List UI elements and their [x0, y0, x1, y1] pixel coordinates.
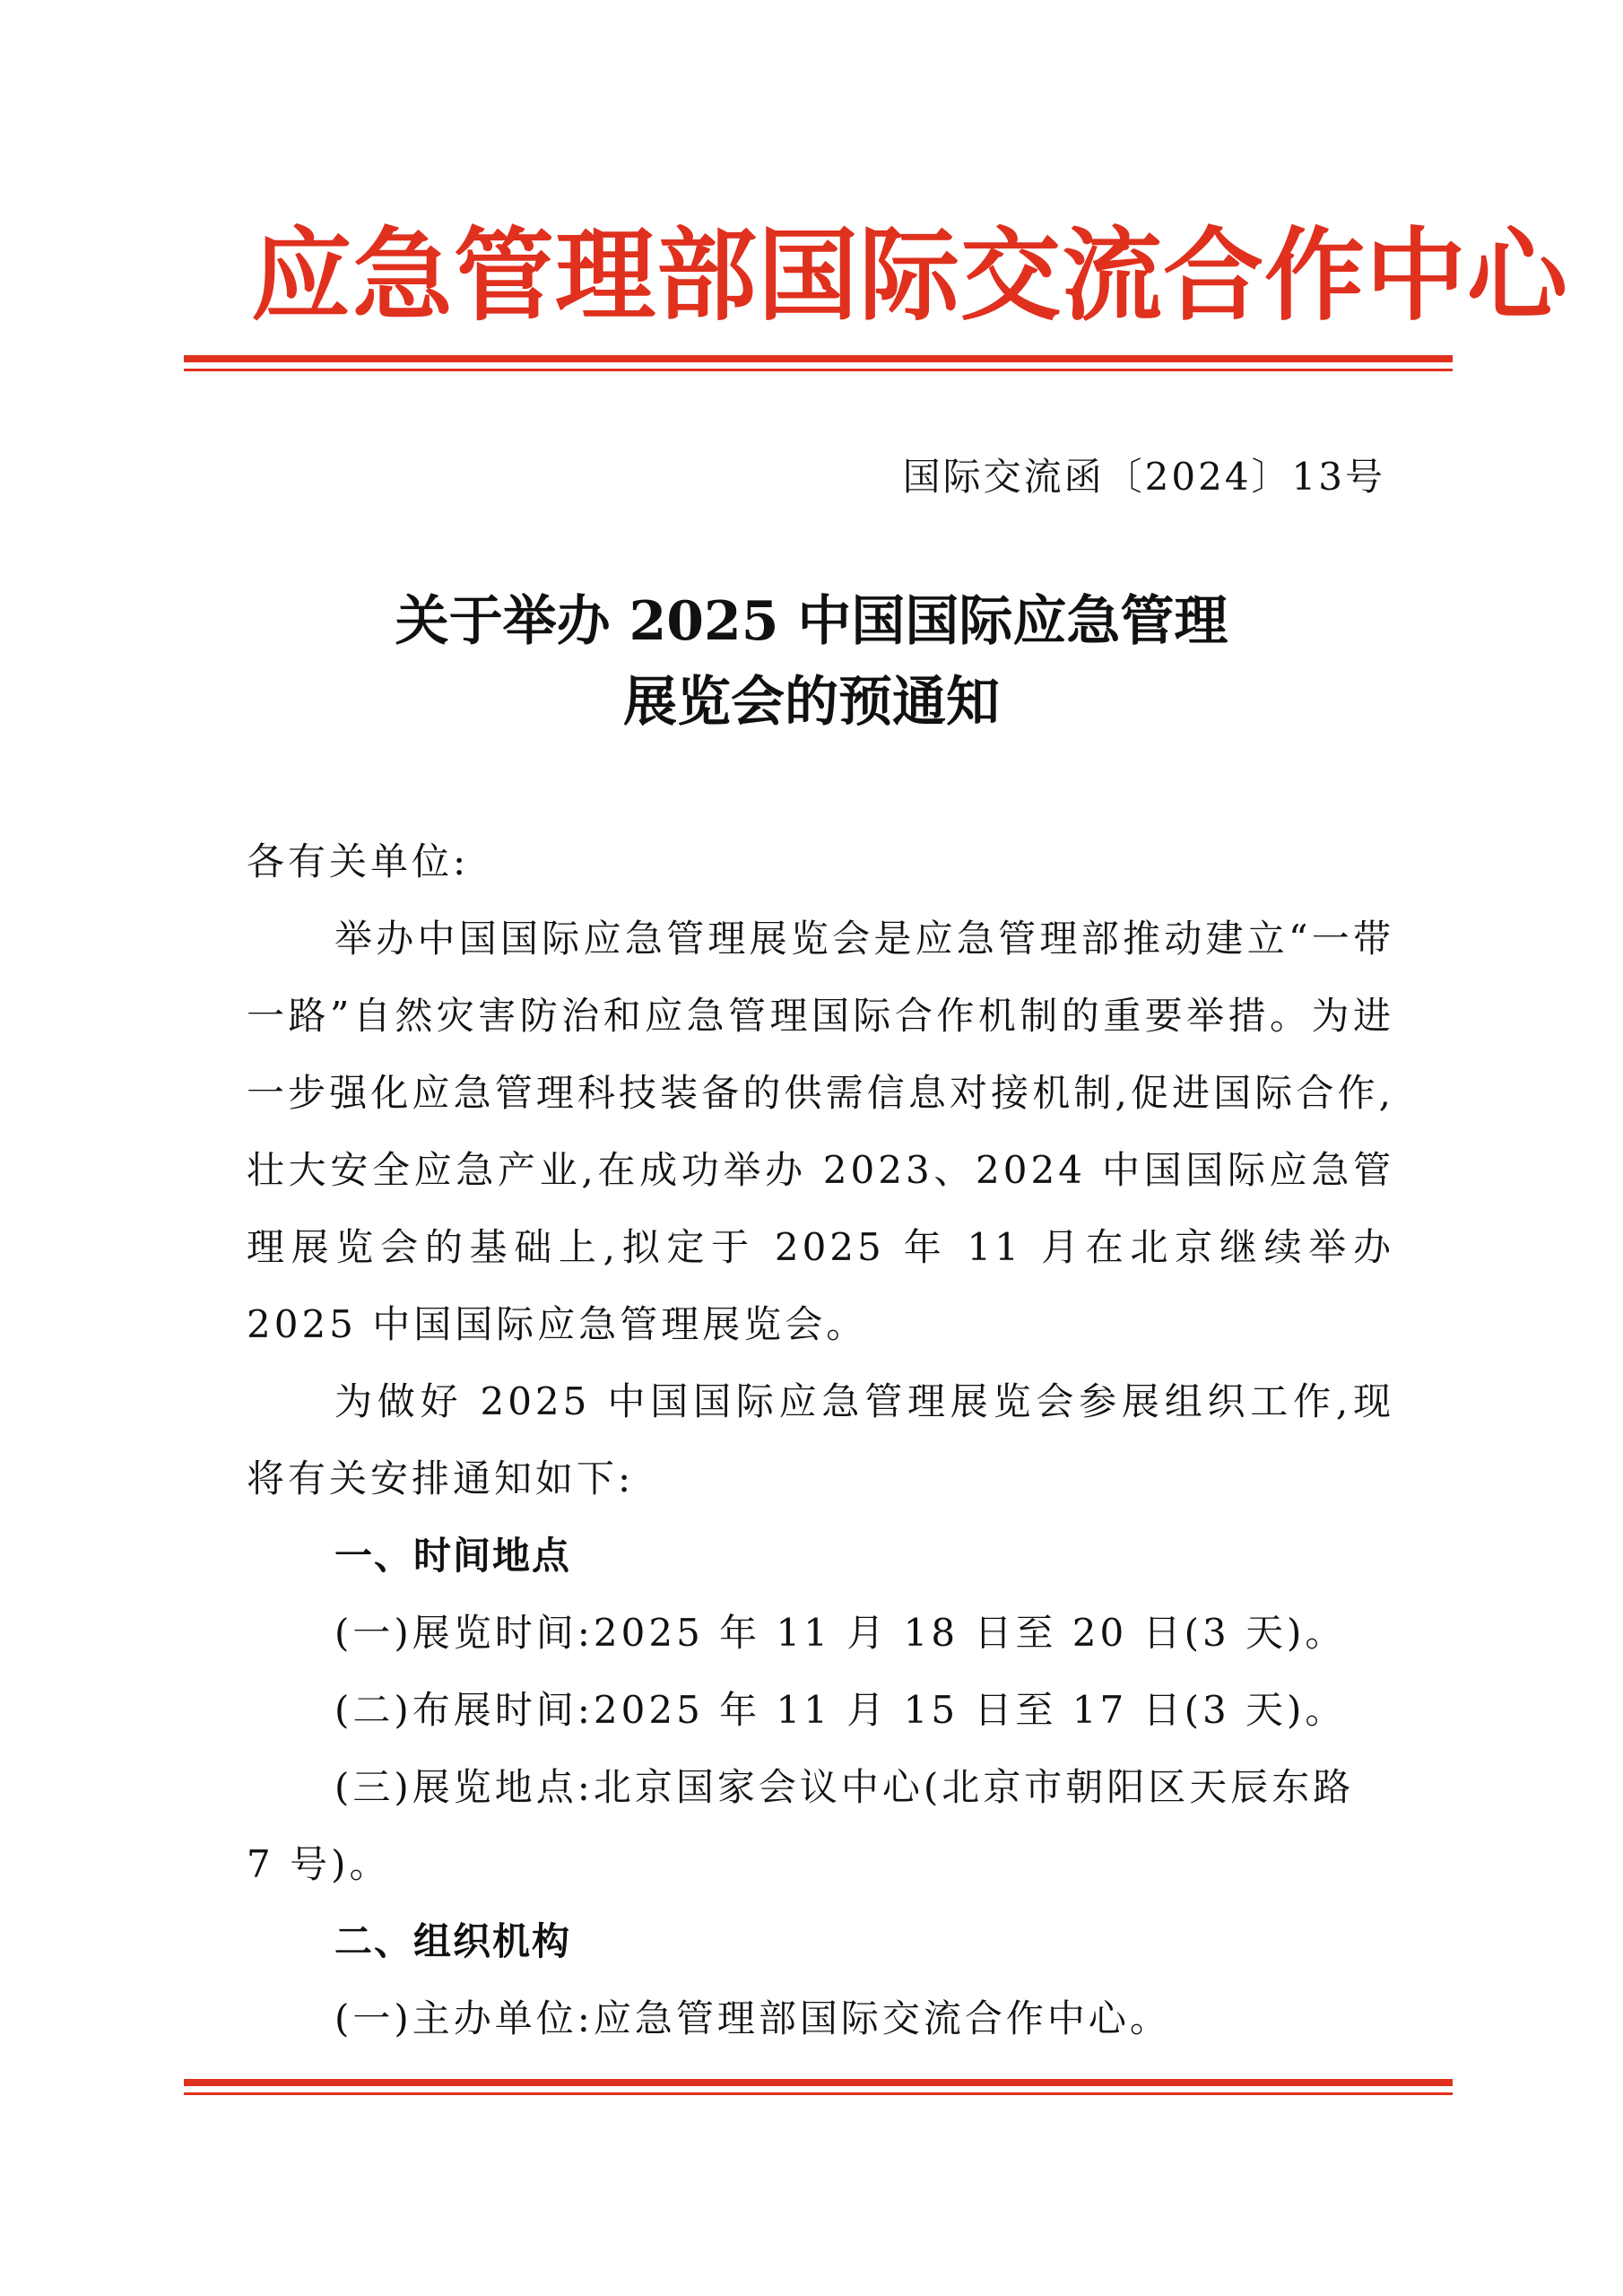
section-heading-time-location: 一、时间地点: [334, 1534, 572, 1578]
letterhead-rule-thin: [184, 369, 1453, 371]
document-title-line1: 关于举办 2025 中国国际应急管理: [395, 590, 1228, 653]
section-item-host: (一)主办单位:应急管理部国际交流合作中心。: [334, 1996, 1171, 2040]
document-title-line2: 展览会的预通知: [623, 671, 1000, 734]
footer-rule-thick: [184, 2079, 1453, 2086]
paragraph-arrangement: 为做好 2025 中国国际应急管理展览会参展组织工作,现将有关安排通知如下:: [247, 1379, 1394, 1500]
letterhead-org-name: 应急管理部国际交流合作中心: [251, 217, 1568, 335]
section-item-exhibition-time: (一)展览时间:2025 年 11 月 18 日至 20 日(3 天)。: [334, 1611, 1347, 1655]
footer-rule-thin: [184, 2092, 1453, 2095]
salutation: 各有关单位:: [247, 839, 470, 883]
section-item-setup-time: (二)布展时间:2025 年 11 月 15 日至 17 日(3 天)。: [334, 1688, 1347, 1732]
section-heading-organization: 二、组织机构: [334, 1919, 572, 1963]
section-item-venue: (三)展览地点:北京国家会议中心(北京市朝阳区天辰东路 7 号)。: [247, 1765, 1355, 1886]
paragraph-intro: 举办中国国际应急管理展览会是应急管理部推动建立“一带一路”自然灾害防治和应急管理国际合作机制的重要举措。为进一步强化应急管理科技装备的供需信息对接机制,促进国际合作,壮大安全应急产业,在成功举办 2023、2024 中国国际应急管理展览会的基础上,拟定于 2025 年 11 月在北京继续举办 2025 中国国际应急管理展览会。: [247, 917, 1394, 1346]
document-number: 国际交流函〔2024〕13号: [902, 455, 1385, 499]
letterhead-rule-thick: [184, 355, 1453, 362]
